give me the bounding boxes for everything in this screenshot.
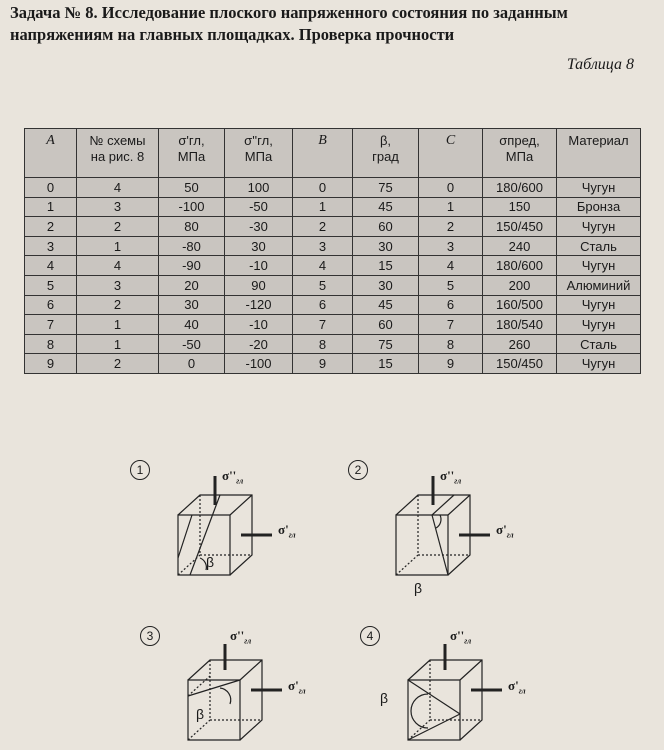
cell-scheme: 3 xyxy=(77,275,159,295)
figure-1-sigma1-label xyxy=(278,522,296,540)
col-header-material xyxy=(557,129,641,178)
cell-c: 8 xyxy=(419,334,483,354)
cell-a: 3 xyxy=(25,236,77,256)
figure-2-beta-label: β xyxy=(414,580,423,596)
figure-3-sigma2-symbol: σ'' xyxy=(230,628,245,643)
figure-3-sigma1-symbol: σ' xyxy=(288,678,299,693)
cell-sigma2: 30 xyxy=(225,236,293,256)
cell-beta: 45 xyxy=(353,295,419,315)
figure-1-sigma2-symbol: σ'' xyxy=(222,468,237,483)
cell-sigma-limit: 240 xyxy=(483,236,557,256)
col-header-sigma1 xyxy=(159,129,225,178)
col-sigma2-unit: МПа xyxy=(244,149,273,164)
figure-2-sigma1-label xyxy=(496,522,514,540)
cell-beta: 75 xyxy=(353,334,419,354)
figure-1-sigma1-sub: гл xyxy=(288,530,296,540)
cell-a: 2 xyxy=(25,217,77,237)
cell-beta: 75 xyxy=(353,178,419,198)
col-beta-unit: град xyxy=(372,149,399,164)
figure-2-sigma2-sub: гл xyxy=(454,476,462,486)
cell-material: Сталь xyxy=(557,236,641,256)
figure-3-sigma2-sub: гл xyxy=(244,636,252,646)
cell-scheme: 2 xyxy=(77,354,159,374)
cell-sigma1: -50 xyxy=(159,334,225,354)
figure-4-sigma1-sub: гл xyxy=(518,686,526,696)
cell-material: Чугун xyxy=(557,354,641,374)
cell-sigma-limit: 150/450 xyxy=(483,354,557,374)
col-header-scheme xyxy=(77,129,159,178)
cell-sigma-limit: 260 xyxy=(483,334,557,354)
cell-sigma-limit: 180/540 xyxy=(483,315,557,335)
figure-3-number: 3 xyxy=(140,626,160,646)
table-row xyxy=(25,178,641,198)
table-header-row xyxy=(25,129,641,178)
cell-sigma2: -10 xyxy=(225,256,293,276)
cell-a: 8 xyxy=(25,334,77,354)
figure-3-sigma1-sub: гл xyxy=(298,686,306,696)
cell-scheme: 1 xyxy=(77,236,159,256)
cell-sigma-limit: 180/600 xyxy=(483,256,557,276)
cell-scheme: 2 xyxy=(77,217,159,237)
col-beta-label: β, xyxy=(379,133,392,148)
cell-material: Чугун xyxy=(557,256,641,276)
cell-c: 6 xyxy=(419,295,483,315)
table-row xyxy=(25,295,641,315)
table-row xyxy=(25,197,641,217)
figure-3-beta-label: β xyxy=(196,706,205,722)
cell-material: Алюминий xyxy=(557,275,641,295)
cell-sigma-limit: 200 xyxy=(483,275,557,295)
cell-b: 9 xyxy=(293,354,353,374)
cell-sigma2: -100 xyxy=(225,354,293,374)
cell-sigma-limit: 150 xyxy=(483,197,557,217)
table-row xyxy=(25,236,641,256)
table-row xyxy=(25,256,641,276)
col-header-sigma-limit xyxy=(483,129,557,178)
cell-scheme: 3 xyxy=(77,197,159,217)
table-label: Таблица 8 xyxy=(566,56,634,73)
figure-4-sigma2-sub: гл xyxy=(464,636,472,646)
cell-c: 2 xyxy=(419,217,483,237)
col-header-b xyxy=(293,129,353,178)
cell-sigma1: 80 xyxy=(159,217,225,237)
figure-4-sigma2-label xyxy=(450,628,471,646)
cell-b: 1 xyxy=(293,197,353,217)
figure-2-sigma2-label xyxy=(440,468,461,486)
col-b-label: B xyxy=(318,133,327,148)
cell-sigma1: -100 xyxy=(159,197,225,217)
cell-b: 5 xyxy=(293,275,353,295)
cell-sigma2: -10 xyxy=(225,315,293,335)
cell-b: 7 xyxy=(293,315,353,335)
table-row xyxy=(25,315,641,335)
table-row xyxy=(25,334,641,354)
figure-4-sigma1-label xyxy=(508,678,526,696)
figure-1-sigma2-label xyxy=(222,468,243,486)
cell-sigma-limit: 180/600 xyxy=(483,178,557,198)
col-sigma2-label: σ''гл, xyxy=(244,133,273,148)
cell-a: 0 xyxy=(25,178,77,198)
cell-beta: 60 xyxy=(353,217,419,237)
table-row xyxy=(25,275,641,295)
cell-sigma1: 50 xyxy=(159,178,225,198)
figure-4-sigma2-symbol: σ'' xyxy=(450,628,465,643)
figure-4-sigma1-symbol: σ' xyxy=(508,678,519,693)
cell-b: 3 xyxy=(293,236,353,256)
cell-sigma2: -50 xyxy=(225,197,293,217)
cell-material: Чугун xyxy=(557,178,641,198)
cell-material: Чугун xyxy=(557,315,641,335)
cell-beta: 30 xyxy=(353,275,419,295)
cell-c: 0 xyxy=(419,178,483,198)
col-header-beta xyxy=(353,129,419,178)
figure-2-sigma1-sub: гл xyxy=(506,530,514,540)
col-material-label: Материал xyxy=(568,133,629,148)
cell-c: 3 xyxy=(419,236,483,256)
cell-a: 7 xyxy=(25,315,77,335)
cell-b: 2 xyxy=(293,217,353,237)
cell-b: 6 xyxy=(293,295,353,315)
figure-3-sigma2-label xyxy=(230,628,251,646)
figure-2-number: 2 xyxy=(348,460,368,480)
cell-material: Бронза xyxy=(557,197,641,217)
figure-1-sigma2-sub: гл xyxy=(236,476,244,486)
data-table xyxy=(24,128,641,374)
cell-sigma2: -30 xyxy=(225,217,293,237)
col-sigma-limit-label: σпред, xyxy=(499,133,540,148)
cell-b: 4 xyxy=(293,256,353,276)
figure-1-sigma1-symbol: σ' xyxy=(278,522,289,537)
cell-beta: 15 xyxy=(353,354,419,374)
cell-sigma2: -20 xyxy=(225,334,293,354)
cell-a: 9 xyxy=(25,354,77,374)
cell-sigma1: -90 xyxy=(159,256,225,276)
cell-a: 1 xyxy=(25,197,77,217)
cell-sigma-limit: 150/450 xyxy=(483,217,557,237)
figure-4-beta-label: β xyxy=(380,690,389,706)
cell-a: 5 xyxy=(25,275,77,295)
cell-beta: 30 xyxy=(353,236,419,256)
cell-b: 8 xyxy=(293,334,353,354)
cell-c: 1 xyxy=(419,197,483,217)
cell-c: 5 xyxy=(419,275,483,295)
cell-scheme: 4 xyxy=(77,256,159,276)
cell-sigma-limit: 160/500 xyxy=(483,295,557,315)
cell-c: 4 xyxy=(419,256,483,276)
col-scheme-sub: на рис. 8 xyxy=(90,149,145,164)
cell-c: 7 xyxy=(419,315,483,335)
cell-scheme: 4 xyxy=(77,178,159,198)
cell-b: 0 xyxy=(293,178,353,198)
col-c-label: C xyxy=(445,133,456,148)
cell-sigma2: 100 xyxy=(225,178,293,198)
cell-a: 4 xyxy=(25,256,77,276)
cell-sigma1: 0 xyxy=(159,354,225,374)
cell-material: Чугун xyxy=(557,295,641,315)
figure-2-sigma2-symbol: σ'' xyxy=(440,468,455,483)
cell-sigma2: 90 xyxy=(225,275,293,295)
cell-a: 6 xyxy=(25,295,77,315)
col-sigma1-label: σ'гл, xyxy=(178,133,205,148)
figure-1-number: 1 xyxy=(130,460,150,480)
cell-beta: 60 xyxy=(353,315,419,335)
figure-1-beta-label: β xyxy=(206,554,215,570)
cell-scheme: 1 xyxy=(77,334,159,354)
col-header-sigma2 xyxy=(225,129,293,178)
col-sigma-limit-unit: МПа xyxy=(505,149,534,164)
cell-material: Сталь xyxy=(557,334,641,354)
col-header-a xyxy=(25,129,77,178)
data-table-container xyxy=(24,128,641,374)
cell-sigma2: -120 xyxy=(225,295,293,315)
cell-beta: 15 xyxy=(353,256,419,276)
task-title: Задача № 8. Исследование плоского напряженного состояния по заданным напряжениям на главных площадках. Проверка прочности xyxy=(10,3,568,44)
figure-4-number: 4 xyxy=(360,626,380,646)
cell-scheme: 1 xyxy=(77,315,159,335)
figure-3-sigma1-label xyxy=(288,678,306,696)
cell-sigma1: 40 xyxy=(159,315,225,335)
table-row xyxy=(25,217,641,237)
table-row xyxy=(25,354,641,374)
cell-sigma1: 20 xyxy=(159,275,225,295)
cell-scheme: 2 xyxy=(77,295,159,315)
cell-sigma1: -80 xyxy=(159,236,225,256)
cell-c: 9 xyxy=(419,354,483,374)
col-header-c xyxy=(419,129,483,178)
cell-beta: 45 xyxy=(353,197,419,217)
figure-2-sigma1-symbol: σ' xyxy=(496,522,507,537)
col-scheme-label: № схемы xyxy=(89,133,146,148)
col-sigma1-unit: МПа xyxy=(177,149,206,164)
col-a-label: A xyxy=(46,133,55,148)
cell-sigma1: 30 xyxy=(159,295,225,315)
cell-material: Чугун xyxy=(557,217,641,237)
